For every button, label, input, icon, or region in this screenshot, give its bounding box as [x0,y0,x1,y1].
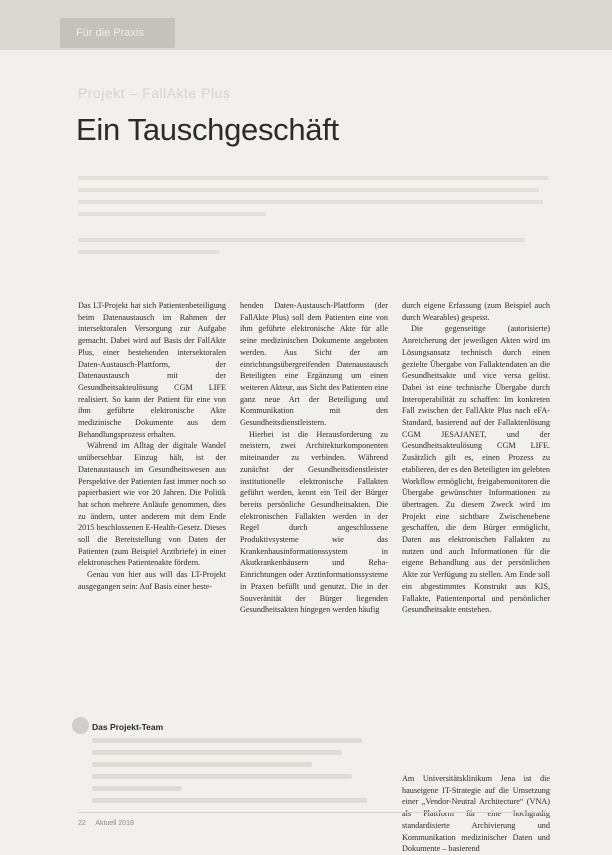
paragraph: Das LT-Projekt hat sich Patientenbeteiligung beim Datenaustausch im Rahmen der intersektoralen Versorgung zur Aufgabe gemacht. Dabei wird auf Basis der FallAkte Plus, einer bestehenden intersektoralen Daten-Austausch-Plattform, der Datenaustausch mit der Gesundheitsakteulösung CGM LIFE realisiert. So kann der Patient für eine von ihm geführte elektronische Akte medizinische Dokumente aus dem Behandlungsprozess erhalten. [78,301,226,439]
page-number: 22 [78,820,86,827]
faded-line [92,774,352,779]
faded-line [92,786,182,791]
paragraph: Die gegenseitige (autorisierte) Anreicherung der jeweiligen Akten wird im Lösungsansatz technisch durch einen gezielte Übergabe von Fallaktendaten an die Gesundheitsakte und vice versa gelöst. Dabei ist eine technische Übergabe durch Interoperabilität zu schaffen: Im konkreten Fall zwischen der FallAkte Plus nach eFA-Standard, basierend auf der Fallaktenlösung CGM JESAJANET, und der Gesundheitsakteulösung CGM LIFE. Zusätzlich gilt es, einen Prozess zu etablieren, der es den Beteiligten im gelebten Workflow ermöglicht, freigabemonitoren die Übergabe gewünschter Informationen zu übertragen. Zu diesem Zweck wird im Projekt eine sichtbare Zwischenebene geschaffen, die dem Bürger ermöglicht, Daten aus elektronischen Fallakten zu nutzen und auch Informationen für die eigene Behandlung aus der persönlichen Akte zur Verfügung zu stellen. Am Ende soll ein abgestimmtes Konstrukt aus KIS, Fallakte, Patientenportal und persönlicher Gesundheitsakte entstehen. [402,324,550,615]
body-column-3-continued [402,773,550,855]
paragraph: Während im Alltag der digitale Wandel unübersehbar Einzug hält, ist der Datenaustausch im Gesundheitswesen aus Perspektive der Patienten fast immer noch so papierbasiert wie vor 20 Jahren. Die Politik hat schon mehrere Anläufe genommen, dies zu ändern, unter anderem mit dem Ende 2015 beschlossenen E-Health-Gesetz. Dieses soll die Bereitstellung von Daten der Patienten (zum Beispiel Arztbriefe) in einer elektronischen Patientenakte fördern. [78,441,226,568]
paragraph: durch eigene Erfassung (zum Beispiel auch durch Wearables) gespeist. [402,301,550,322]
paragraph: Hierbei ist die Herausforderung zu meistern, zwei Architekturkomponenten miteinander zu verbinden. Während zunächst der Gesundheitsdienstleister institutionelle elektronische Fallakten geführt werden, kennt ein Teil der Bürger bereits persönliche Gesundheitsakten. Die elektronischen Fallakten werden in der Regel durch angeschlossene Produktivsysteme wie das Krankenhausinformationssystem in Akutkrankenhäusern und Reha-Einrichtungen oder Arztinformationssysteme in Praxen befüllt und genutzt. Die in der Souveränität der Bürger liegenden Gesundheitsakten hingegen werden häufig [240,429,388,615]
faded-line [92,738,362,743]
faded-line [92,798,367,803]
lead-paragraph-faded [78,173,548,262]
article-title: Ein Tauschgeschäft [76,112,339,147]
paragraph: Am Universitätsklinikum Jena ist die hauseigene IT-Strategie auf die Umsetzung einer „Vendor-Neutral Architecture“ (VNA) als Plattform für eine hochgradig standardisierte Archivierung und Kommunikation medizinischer Daten und Dokumente – basierend [402,774,550,854]
body-column-3 [402,300,550,616]
paragraph: Genau von hier aus will das LT-Projekt ausgegangen sein: Auf Basis einer beste- [78,570,226,591]
page-footer [78,820,134,827]
team-box-label: Das Projekt-Team [92,722,164,732]
footer-divider [78,812,550,813]
faded-line [92,762,312,767]
faded-line [92,750,342,755]
body-column-2 [240,300,388,616]
paragraph: henden Daten-Austausch-Plattform (der FallAkte Plus) soll dem Patienten eine von ihm geführte elektronische Akte für alle seine medizinischen Dokumente angeboten werden. Aus Sicht der am einrichtungsübergreifenden Datenaustausch Beteiligten eine Ergänzung um einen weiteren Akteur, aus Sicht des Patienten eine ganz neue Art der Beteiligung und Kommunikation mit den Gesundheitsdienstleistern. [240,301,388,428]
issue-label: Aktuell 2018 [95,820,134,827]
section-tab: Für die Praxis [60,18,175,48]
top-bar [0,0,612,50]
project-team-box [78,720,388,808]
team-bullet-icon [72,717,89,734]
article-kicker: Projekt – FallAkte Plus [78,85,231,101]
body-column-1 [78,300,226,593]
